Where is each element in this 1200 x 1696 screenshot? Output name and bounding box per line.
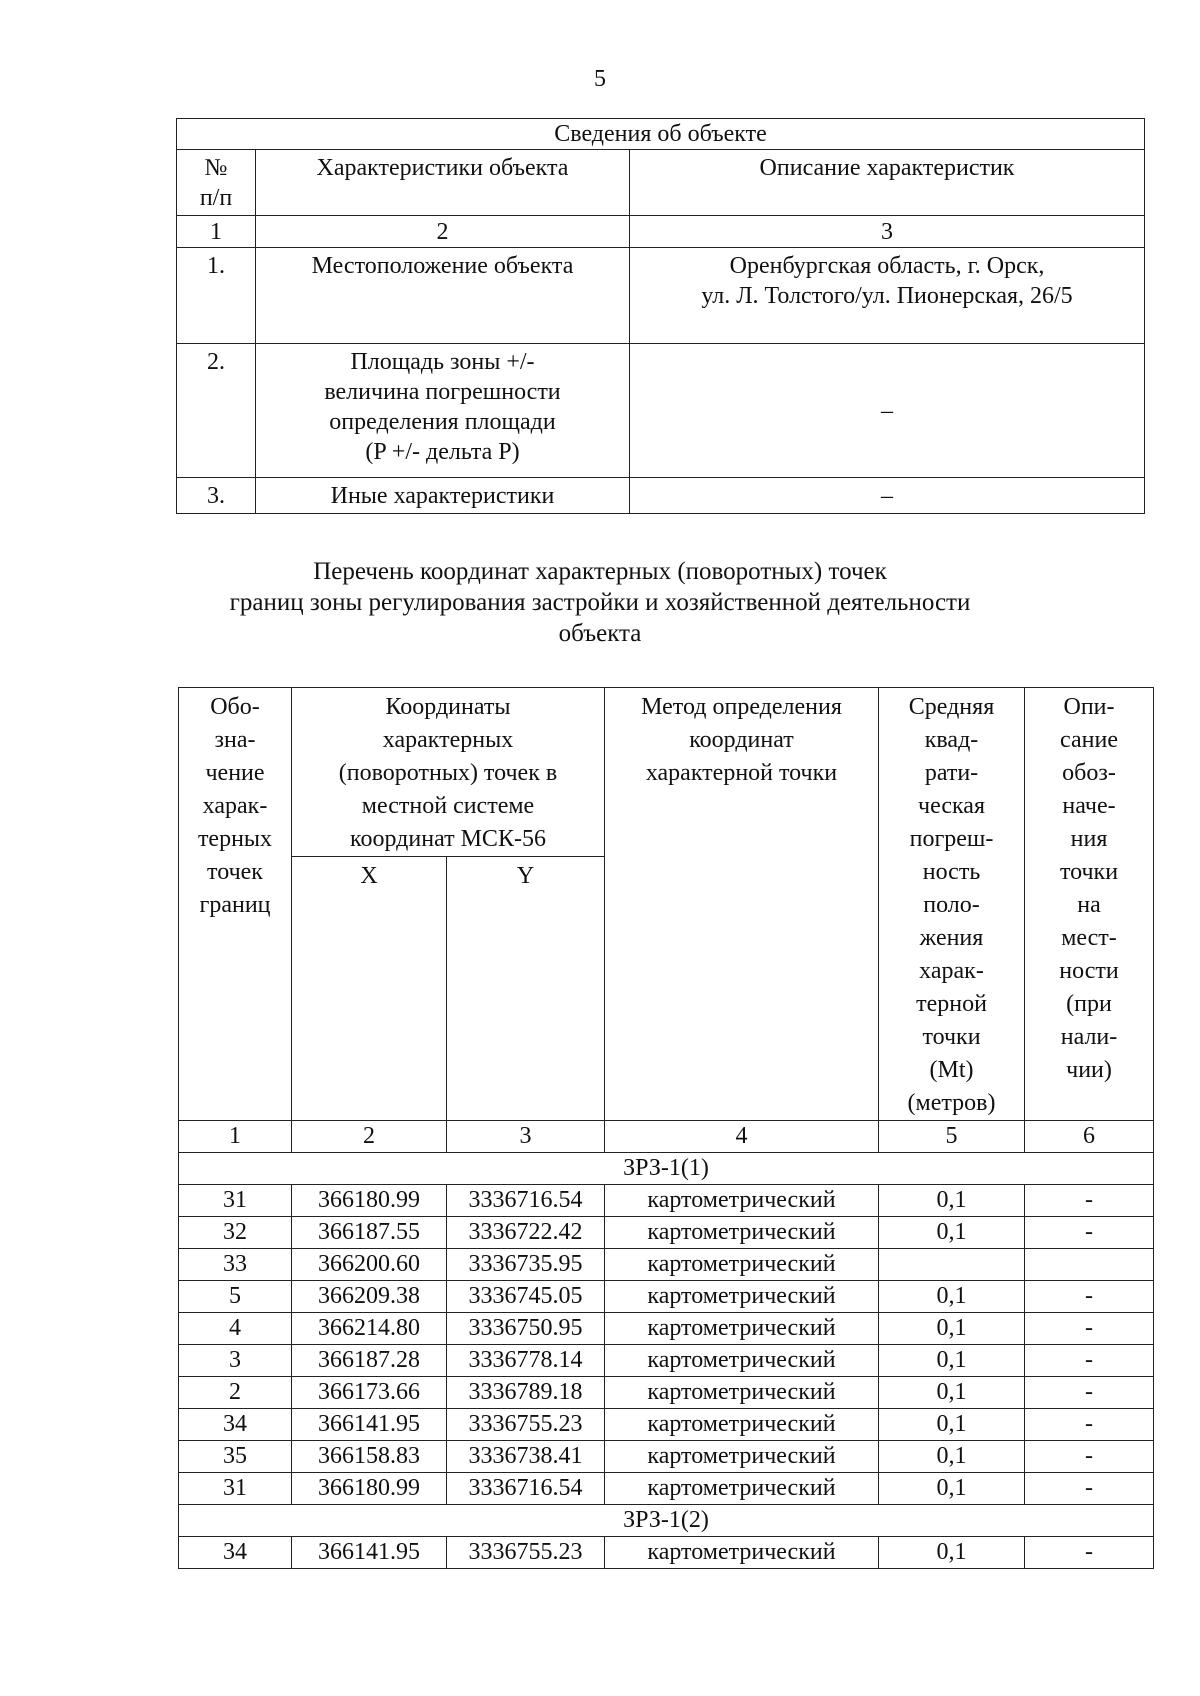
method-cell: картометрический xyxy=(605,1281,879,1313)
section-name: ЗРЗ-1(1) xyxy=(179,1153,1154,1185)
point-id-cell: 35 xyxy=(179,1441,292,1473)
coordinates-table xyxy=(178,687,1154,1569)
mean-error-cell: 0,1 xyxy=(879,1409,1025,1441)
y-coord-cell: 3336735.95 xyxy=(447,1249,605,1281)
y-coord-cell: 3336745.05 xyxy=(447,1281,605,1313)
page-number: 5 xyxy=(594,66,606,92)
table-row xyxy=(179,1249,1154,1281)
x-coord-cell: 366214.80 xyxy=(292,1313,447,1345)
header-mean-error: Средняя квад- рати- ческая погреш- ность поло- жения харак- терной точки (Mt) (метров) xyxy=(879,688,1025,1121)
y-coord-cell: 3336778.14 xyxy=(447,1345,605,1377)
x-coord-cell: 366173.66 xyxy=(292,1377,447,1409)
heading-line: Перечень координат характерных (поворотных) точек xyxy=(313,558,887,585)
header-designation: Обо- зна- чение харак- терных точек границ xyxy=(179,688,292,1121)
info-row-name: Местоположение объекта xyxy=(256,248,630,344)
info-row-num: 3. xyxy=(177,478,256,514)
table-row xyxy=(179,1281,1154,1313)
table-row xyxy=(179,1185,1154,1217)
info-header-description: Описание характеристик xyxy=(630,150,1145,216)
object-info-table xyxy=(176,118,1145,514)
heading-line: границ зоны регулирования застройки и хозяйственной деятельности xyxy=(229,589,971,616)
info-row-value: Оренбургская область, г. Орск, ул. Л. Толстого/ул. Пионерская, 26/5 xyxy=(630,248,1145,344)
mean-error-cell: 0,1 xyxy=(879,1441,1025,1473)
header-y: Y xyxy=(447,857,605,1121)
mean-error-cell: 0,1 xyxy=(879,1281,1025,1313)
point-id-cell: 33 xyxy=(179,1249,292,1281)
mean-error-cell: 0,1 xyxy=(879,1537,1025,1569)
info-header-characteristics: Характеристики объекта xyxy=(256,150,630,216)
description-cell: - xyxy=(1025,1185,1154,1217)
point-id-cell: 31 xyxy=(179,1185,292,1217)
x-coord-cell: 366158.83 xyxy=(292,1441,447,1473)
info-col-number: 1 xyxy=(177,216,256,248)
y-coord-cell: 3336738.41 xyxy=(447,1441,605,1473)
coordinates-heading xyxy=(0,556,1200,649)
method-cell: картометрический xyxy=(605,1249,879,1281)
section-header-row xyxy=(179,1505,1154,1537)
description-cell: - xyxy=(1025,1441,1154,1473)
y-coord-cell: 3336755.23 xyxy=(447,1537,605,1569)
col-number: 5 xyxy=(879,1121,1025,1153)
method-cell: картометрический xyxy=(605,1313,879,1345)
point-id-cell: 3 xyxy=(179,1345,292,1377)
mean-error-cell xyxy=(879,1249,1025,1281)
description-cell: - xyxy=(1025,1409,1154,1441)
section-header-row xyxy=(179,1153,1154,1185)
info-row-value: – xyxy=(630,344,1145,478)
description-cell: - xyxy=(1025,1473,1154,1505)
header-method: Метод определения координат характерной точки xyxy=(605,688,879,1121)
method-cell: картометрический xyxy=(605,1409,879,1441)
col-number: 4 xyxy=(605,1121,879,1153)
info-col-number: 2 xyxy=(256,216,630,248)
info-row-name: Иные характеристики xyxy=(256,478,630,514)
info-row-name: Площадь зоны +/- величина погрешности определения площади (P +/- дельта P) xyxy=(256,344,630,478)
col-number: 3 xyxy=(447,1121,605,1153)
mean-error-cell: 0,1 xyxy=(879,1185,1025,1217)
table-row xyxy=(179,1441,1154,1473)
section-name: ЗРЗ-1(2) xyxy=(179,1505,1154,1537)
mean-error-cell: 0,1 xyxy=(879,1345,1025,1377)
method-cell: картометрический xyxy=(605,1537,879,1569)
header-coordinates: Координаты характерных (поворотных) точек в местной системе координат МСК-56 xyxy=(292,688,605,857)
info-table-title: Сведения об объекте xyxy=(177,119,1145,150)
table-row xyxy=(179,1377,1154,1409)
heading-line: объекта xyxy=(558,620,642,647)
method-cell: картометрический xyxy=(605,1441,879,1473)
x-coord-cell: 366187.28 xyxy=(292,1345,447,1377)
info-row-num: 1. xyxy=(177,248,256,344)
description-cell: - xyxy=(1025,1377,1154,1409)
point-id-cell: 32 xyxy=(179,1217,292,1249)
y-coord-cell: 3336789.18 xyxy=(447,1377,605,1409)
table-row xyxy=(179,1313,1154,1345)
header-x: X xyxy=(292,857,447,1121)
point-id-cell: 31 xyxy=(179,1473,292,1505)
table-row xyxy=(179,1473,1154,1505)
x-coord-cell: 366180.99 xyxy=(292,1185,447,1217)
point-id-cell: 2 xyxy=(179,1377,292,1409)
method-cell: картометрический xyxy=(605,1217,879,1249)
description-cell: - xyxy=(1025,1217,1154,1249)
point-id-cell: 34 xyxy=(179,1409,292,1441)
x-coord-cell: 366141.95 xyxy=(292,1409,447,1441)
info-col-number: 3 xyxy=(630,216,1145,248)
x-coord-cell: 366209.38 xyxy=(292,1281,447,1313)
point-id-cell: 4 xyxy=(179,1313,292,1345)
coordinates-body xyxy=(179,1153,1154,1569)
col-number: 2 xyxy=(292,1121,447,1153)
method-cell: картометрический xyxy=(605,1473,879,1505)
info-row-num: 2. xyxy=(177,344,256,478)
x-coord-cell: 366180.99 xyxy=(292,1473,447,1505)
y-coord-cell: 3336716.54 xyxy=(447,1185,605,1217)
description-cell: - xyxy=(1025,1537,1154,1569)
description-cell xyxy=(1025,1249,1154,1281)
mean-error-cell: 0,1 xyxy=(879,1377,1025,1409)
col-number: 6 xyxy=(1025,1121,1154,1153)
y-coord-cell: 3336750.95 xyxy=(447,1313,605,1345)
col-number: 1 xyxy=(179,1121,292,1153)
method-cell: картометрический xyxy=(605,1377,879,1409)
header-point-description: Опи- сание обоз- наче- ния точки на мест- ности (при нали- чии) xyxy=(1025,688,1154,1121)
x-coord-cell: 366187.55 xyxy=(292,1217,447,1249)
x-coord-cell: 366200.60 xyxy=(292,1249,447,1281)
info-header-num: № п/п xyxy=(177,150,256,216)
table-row xyxy=(179,1345,1154,1377)
y-coord-cell: 3336722.42 xyxy=(447,1217,605,1249)
description-cell: - xyxy=(1025,1281,1154,1313)
method-cell: картометрический xyxy=(605,1185,879,1217)
table-row xyxy=(179,1217,1154,1249)
info-row-value: – xyxy=(630,478,1145,514)
description-cell: - xyxy=(1025,1313,1154,1345)
mean-error-cell: 0,1 xyxy=(879,1313,1025,1345)
table-row xyxy=(179,1409,1154,1441)
mean-error-cell: 0,1 xyxy=(879,1473,1025,1505)
table-row xyxy=(179,1537,1154,1569)
point-id-cell: 34 xyxy=(179,1537,292,1569)
y-coord-cell: 3336716.54 xyxy=(447,1473,605,1505)
y-coord-cell: 3336755.23 xyxy=(447,1409,605,1441)
point-id-cell: 5 xyxy=(179,1281,292,1313)
x-coord-cell: 366141.95 xyxy=(292,1537,447,1569)
description-cell: - xyxy=(1025,1345,1154,1377)
mean-error-cell: 0,1 xyxy=(879,1217,1025,1249)
method-cell: картометрический xyxy=(605,1345,879,1377)
